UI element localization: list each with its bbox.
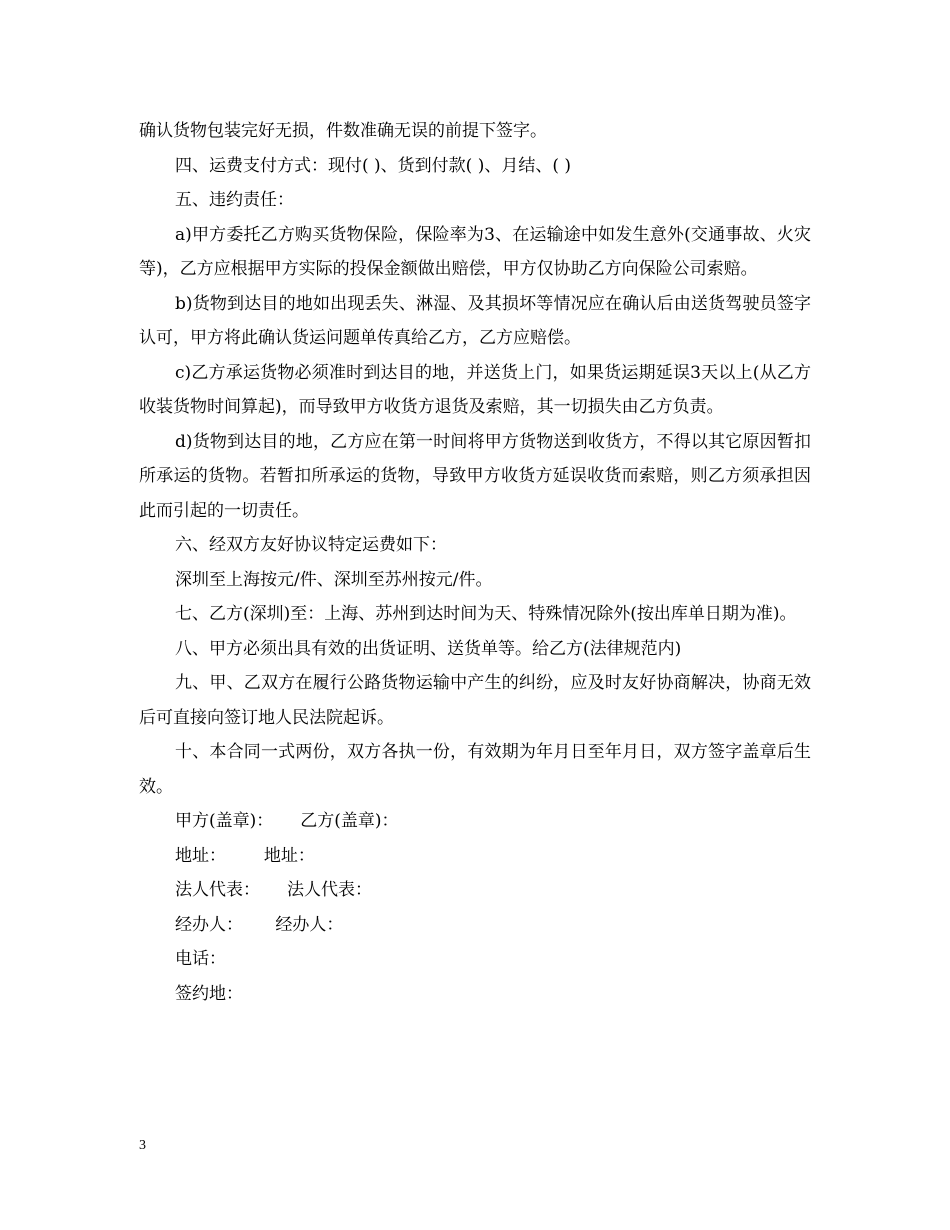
paragraph-clause-c: c)乙方承运货物必须准时到达目的地，并送货上门，如果货运期延误3天以上(从乙方收装货物时间算起)，而导致甲方收货方退货及索赔，其一切损失由乙方负责。 (139, 362, 811, 417)
paragraph-shipping-proof: 八、甲方必须出具有效的出货证明、送货单等。给乙方(法律规范内) (175, 638, 682, 659)
paragraph-freight-heading: 六、经双方友好协议特定运费如下： (175, 535, 447, 555)
paragraph-payment-method: 四、运费支付方式：现付( )、货到付款( )、月结、( ) (175, 155, 572, 176)
paragraph-clause-a: a)甲方委托乙方购买货物保险，保险率为3、在运输途中如发生意外(交通事故、火灾等)，乙方应根据甲方实际的投保金额做出赔偿，甲方仅协助乙方向保险公司索赔。 (139, 224, 811, 279)
signature-place-line: 签约地： (175, 983, 243, 1004)
paragraph-validity: 十、本合同一式两份，双方各执一份，有效期为年月日至年月日，双方签字盖章后生效。 (139, 742, 811, 797)
signature-legal-rep-line: 法人代表： 法人代表： (175, 880, 373, 900)
paragraph-continuation: 确认货物包装完好无损，件数准确无误的前提下签字。 (139, 121, 547, 141)
signature-handler-line: 经办人： 经办人： (175, 914, 344, 935)
paragraph-clause-d: d)货物到达目的地，乙方应在第一时间将甲方货物送到收货方，不得以其它原因暂扣所承运的货物。若暂扣所承运的货物，导致甲方收货方延误收货而索赔，则乙方须承担因此而引起的一切责任。 (139, 431, 811, 521)
signature-address-line: 地址： 地址： (175, 845, 315, 866)
paragraph-clause-b: b)货物到达目的地如出现丢失、淋湿、及其损坏等情况应在确认后由送货驾驶员签字认可，甲方将此确认货运问题单传真给乙方，乙方应赔偿。 (139, 293, 811, 348)
paragraph-delivery-time: 七、乙方(深圳)至：上海、苏州到达时间为天、特殊情况除外(按出库单日期为准)。 (175, 604, 797, 624)
paragraph-dispute: 九、甲、乙双方在履行公路货物运输中产生的纠纷，应及时友好协商解决，协商无效后可直接向签订地人民法院起诉。 (139, 673, 811, 728)
page-number: 3 (139, 1138, 146, 1153)
document-body (139, 114, 811, 1011)
signature-seal-line: 甲方(盖章)： 乙方(盖章)： (175, 811, 399, 831)
paragraph-breach-heading: 五、违约责任： (175, 190, 294, 210)
signature-phone-line: 电话： (175, 949, 226, 969)
paragraph-freight-rates: 深圳至上海按元/件、深圳至苏州按元/件。 (175, 569, 493, 590)
